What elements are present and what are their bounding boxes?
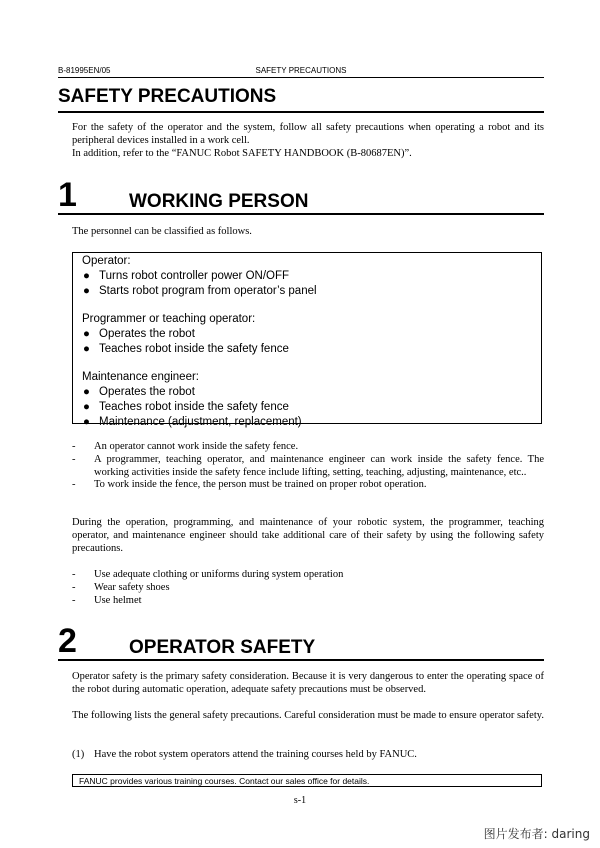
list-item: ● Starts robot program from operator’s panel — [83, 285, 317, 297]
ppe-list — [72, 569, 544, 607]
dash-icon: - — [72, 581, 76, 593]
role-programmer — [82, 312, 541, 357]
list-item: - Wear safety shoes — [72, 581, 170, 593]
dash-icon: - — [72, 569, 76, 580]
item-text: Have the robot system operators attend the training courses held by FANUC. — [94, 749, 417, 760]
section-2-title: OPERATOR SAFETY — [129, 637, 316, 658]
bullet-icon: ● — [83, 401, 90, 413]
section-1-underline — [58, 213, 544, 215]
list-item: ● Teaches robot inside the safety fence — [83, 343, 289, 355]
page-number: s-1 — [293, 795, 307, 806]
personnel-notes-list — [72, 441, 544, 492]
header-section-title: SAFETY PRECAUTIONS — [255, 66, 347, 75]
bullet-icon: ● — [83, 343, 90, 355]
dash-icon: - — [72, 479, 76, 491]
bullet-icon: ● — [83, 416, 90, 428]
dash-icon: - — [72, 441, 76, 452]
list-item: ● Maintenance (adjustment, replacement) — [83, 416, 302, 428]
list-item: - An operator cannot work inside the safety fence. — [72, 441, 299, 452]
dash-icon: - — [72, 594, 76, 606]
role-heading: Programmer or teaching operator: — [82, 313, 256, 325]
section-1-lead: The personnel can be classified as follows. — [72, 226, 252, 237]
list-item: ● Turns robot controller power ON/OFF — [83, 270, 290, 282]
section-2-heading — [58, 623, 544, 659]
bullet-icon: ● — [83, 285, 90, 297]
watermark-text: 图片发布者: daring — [483, 827, 590, 841]
numbered-item-1 — [72, 749, 544, 762]
role-heading: Operator: — [82, 255, 131, 267]
list-item: ● Operates the robot — [83, 328, 195, 340]
list-item: - To work inside the fence, the person must be trained on proper robot operation. — [72, 479, 427, 491]
running-header — [58, 66, 544, 78]
page-title: SAFETY PRECAUTIONS — [58, 86, 277, 107]
bullet-icon: ● — [83, 386, 90, 398]
section-1-title: WORKING PERSON — [129, 191, 309, 212]
list-item: ● Operates the robot — [83, 386, 195, 398]
list-item: - Use helmet — [72, 594, 142, 606]
training-note-box: FANUC provides various training courses. Contact our sales office for details. — [72, 774, 542, 787]
section-2-paragraph-1: Operator safety is the primary safety consideration. Because it is very dangerous to enter the operating space of the robot during automatic operation, adequate safety precautions must be observed. — [72, 671, 544, 695]
title-underline — [58, 111, 544, 113]
intro-paragraph-2: In addition, refer to the “FANUC Robot SAFETY HANDBOOK (B-80687EN)”. — [72, 148, 412, 159]
personnel-classification-box — [72, 252, 542, 428]
dash-icon: - — [72, 453, 76, 465]
section-2-number: 2 — [58, 622, 77, 660]
role-operator — [82, 254, 541, 299]
role-maintenance-engineer — [82, 370, 541, 430]
bullet-icon: ● — [83, 328, 90, 340]
intro-paragraph-1: For the safety of the operator and the system, follow all safety precautions when operating a robot and its peripheral devices installed in a work cell. — [72, 122, 544, 146]
list-item: ● Teaches robot inside the safety fence — [83, 401, 289, 413]
list-item: - A programmer, teaching operator, and maintenance engineer can work inside the safety fence. The working activities inside the safety fence include lifting, setting, teaching, adjusting, maintenance, etc.. — [72, 453, 544, 478]
section-2-underline — [58, 659, 544, 661]
item-number: (1) — [72, 749, 85, 760]
section-2-paragraph-2: The following lists the general safety precautions. Careful consideration must be made to ensure operator safety. — [72, 710, 544, 721]
safety-care-paragraph: During the operation, programming, and maintenance of your robotic system, the programmer, teaching operator, and maintenance engineer should take additional care of their safety by using the following safety precautions. — [72, 517, 544, 554]
role-heading: Maintenance engineer: — [82, 371, 199, 383]
bullet-icon: ● — [83, 270, 90, 282]
list-item: - Use adequate clothing or uniforms during system operation — [72, 569, 344, 580]
header-doc-id: B-81995EN/05 — [58, 66, 111, 75]
section-1-number: 1 — [58, 176, 77, 214]
section-1-heading — [58, 177, 544, 213]
